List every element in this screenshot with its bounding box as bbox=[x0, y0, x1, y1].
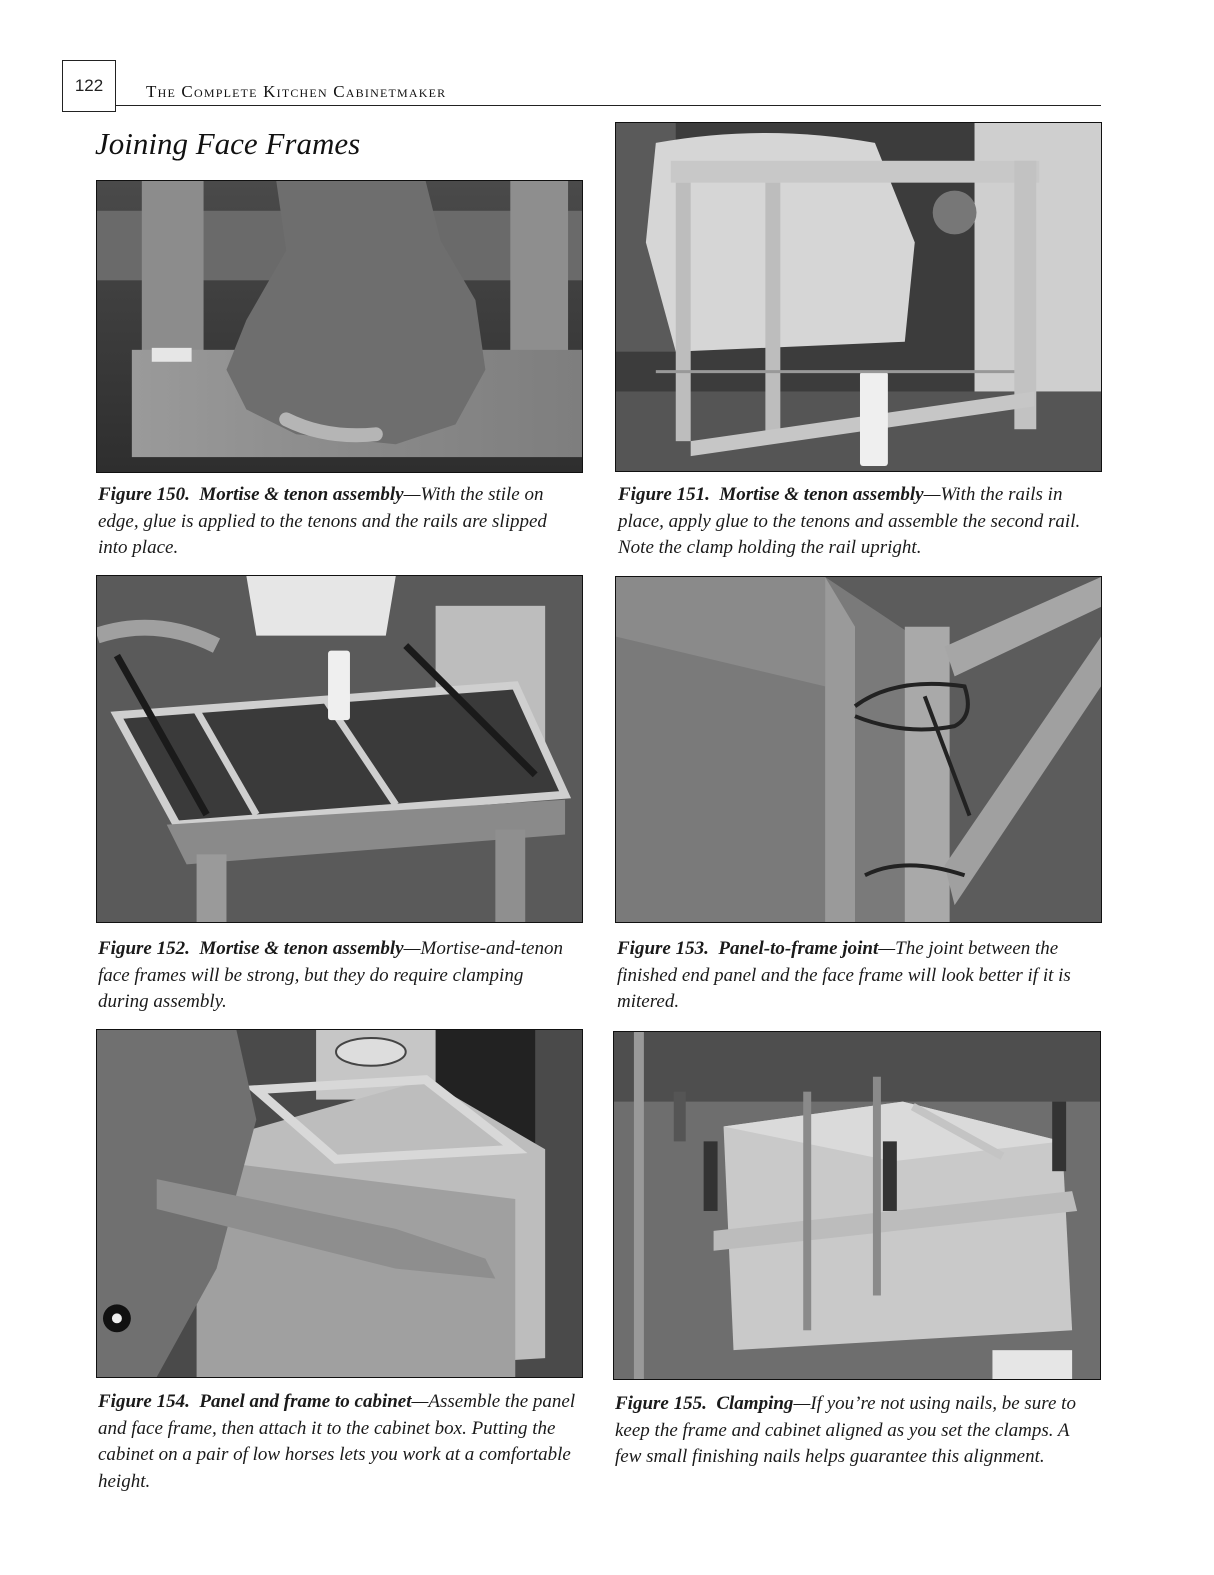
figure-153-photo bbox=[615, 576, 1102, 923]
figure-heading: Panel-to-frame joint bbox=[718, 938, 879, 959]
figure-text: —The joint between the finished end panel and the face frame will look better if it is mitered. bbox=[617, 938, 1071, 1012]
figure-heading: Mortise & tenon assembly bbox=[719, 484, 924, 505]
photo-image bbox=[614, 1032, 1100, 1379]
figure-label: Figure 151. bbox=[618, 484, 710, 505]
photo-image bbox=[616, 577, 1101, 922]
page-number bbox=[62, 60, 116, 112]
figure-151-caption bbox=[618, 482, 1098, 562]
figure-150-caption bbox=[98, 482, 578, 562]
figure-text: —If you’re not using nails, be sure to keep the frame and cabinet aligned as you set the clamps. A few small finishing nails helps guarantee this alignment. bbox=[615, 1393, 1076, 1467]
figure-152-photo bbox=[96, 575, 583, 923]
figure-155-photo bbox=[613, 1031, 1101, 1380]
page-number-text: 122 bbox=[74, 76, 104, 95]
figure-label: Figure 154. bbox=[98, 1391, 190, 1412]
figure-heading: Mortise & tenon assembly bbox=[199, 484, 404, 505]
running-head: The Complete Kitchen Cabinetmaker bbox=[146, 82, 447, 101]
figure-text: —With the stile on edge, glue is applied to the tenons and the rails are slipped into place. bbox=[98, 484, 547, 558]
figure-label: Figure 150. bbox=[98, 484, 190, 505]
photo-image bbox=[97, 1030, 582, 1377]
figure-text: —Mortise-and-tenon face frames will be strong, but they do require clamping during assembly. bbox=[98, 938, 563, 1012]
figure-text: —With the rails in place, apply glue to the tenons and assemble the second rail. Note the clamp holding the rail upright. bbox=[618, 484, 1081, 558]
figure-154-caption bbox=[98, 1389, 578, 1495]
figure-label: Figure 155. bbox=[615, 1393, 707, 1414]
figure-label: Figure 153. bbox=[617, 938, 709, 959]
figure-heading: Panel and frame to cabinet bbox=[199, 1391, 412, 1412]
section-title: Joining Face Frames bbox=[95, 126, 361, 161]
figure-heading: Clamping bbox=[716, 1393, 794, 1414]
photo-image bbox=[97, 181, 582, 472]
figure-154-photo bbox=[96, 1029, 583, 1378]
figure-152-caption bbox=[98, 936, 578, 1016]
header-rule bbox=[116, 105, 1101, 106]
figure-heading: Mortise & tenon assembly bbox=[199, 938, 404, 959]
photo-image bbox=[616, 123, 1101, 471]
figure-label: Figure 152. bbox=[98, 938, 190, 959]
figure-155-caption bbox=[615, 1391, 1095, 1471]
photo-image bbox=[97, 576, 582, 922]
figure-151-photo bbox=[615, 122, 1102, 472]
figure-text: —Assemble the panel and face frame, then attach it to the cabinet box. Putting the cabinet on a pair of low horses lets you work at a comfortable height. bbox=[98, 1391, 576, 1492]
figure-150-photo bbox=[96, 180, 583, 473]
figure-153-caption bbox=[617, 936, 1097, 1016]
